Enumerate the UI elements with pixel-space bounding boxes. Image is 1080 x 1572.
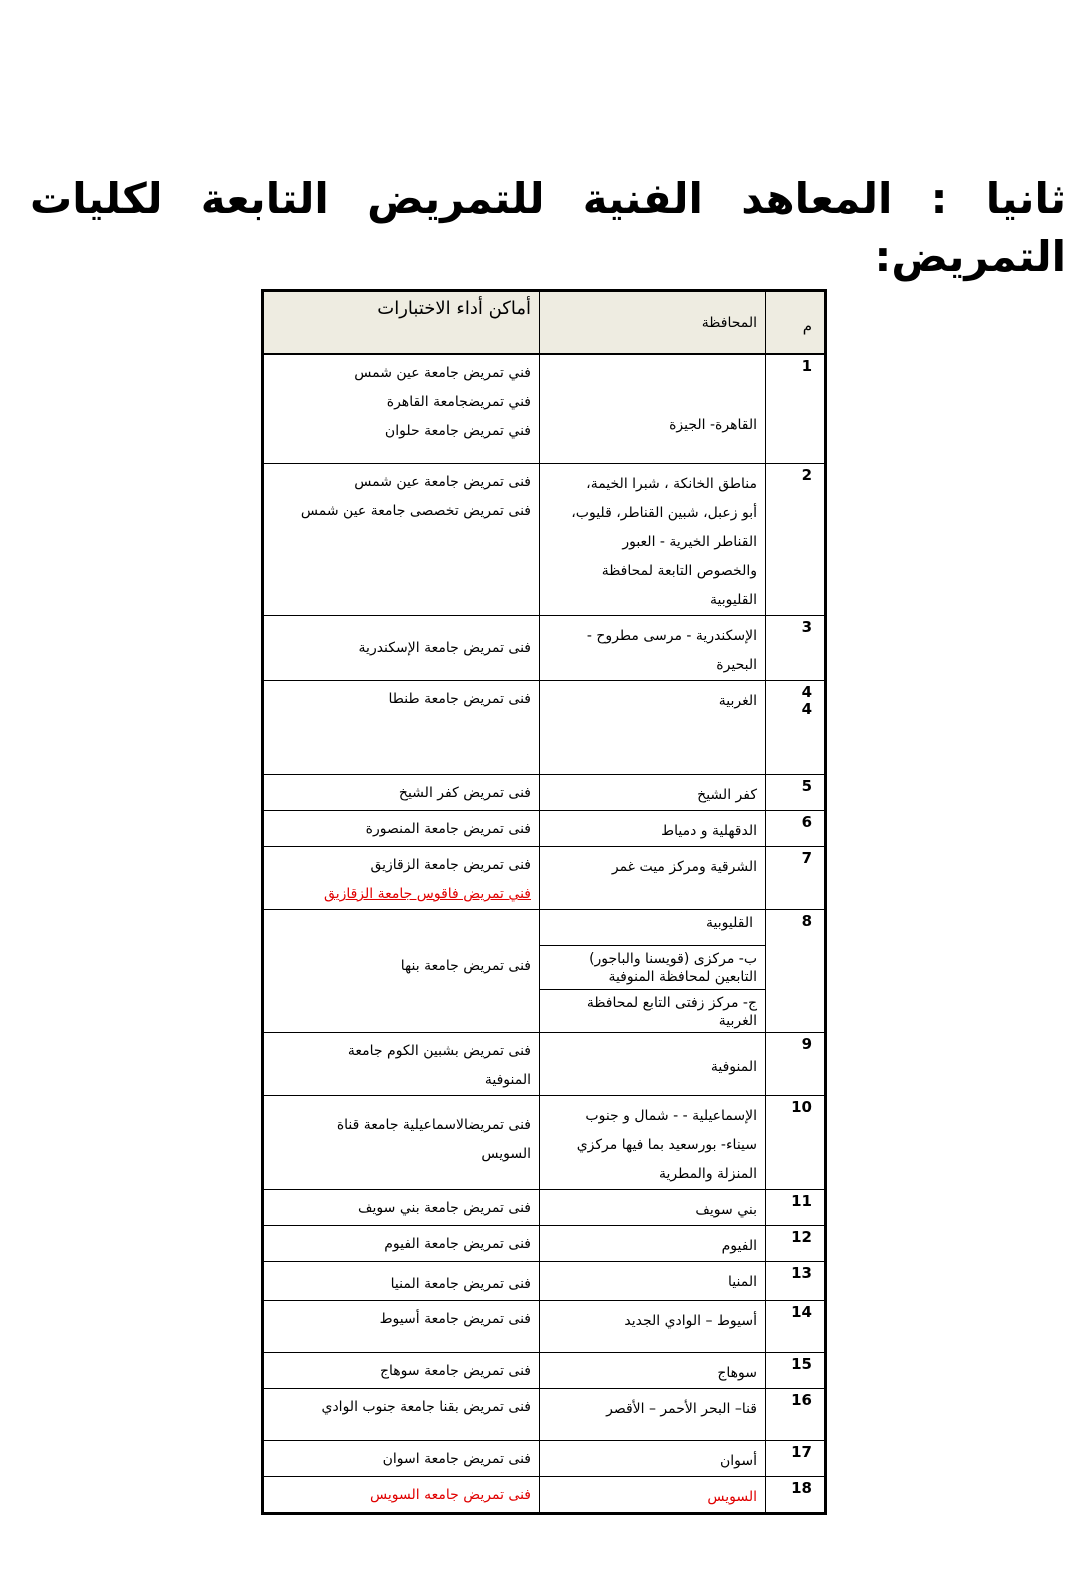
governorate-line: الشرقية ومركز ميت غمر xyxy=(611,859,757,875)
governorate-line: الإسكندرية - مرسى مطروح - xyxy=(586,628,757,644)
exam-places-cell xyxy=(263,775,540,811)
governorate-cell xyxy=(540,1441,766,1477)
governorate-line: سيناء- بورسعيد بما فيها مركزي xyxy=(576,1137,757,1153)
exam-place-line: فنى تمريض جامعة أسيوط xyxy=(379,1311,531,1327)
governorate-line: السويس xyxy=(707,1489,757,1505)
row-number: 8 xyxy=(766,910,826,1033)
governorate-line: قنا– البحر الأحمر – الأقصر xyxy=(606,1401,757,1417)
exam-places-cell xyxy=(263,616,540,681)
exam-place-line: فنى تمريض جامعة طنطا xyxy=(388,691,531,707)
header-governorate: المحافظة xyxy=(540,291,766,354)
row-number: 16 xyxy=(766,1389,826,1441)
table-header-row xyxy=(263,291,826,354)
table-row xyxy=(263,1441,826,1477)
exam-place-line: فني تمريض جامعة حلوان xyxy=(384,422,531,439)
row-number: 1 xyxy=(766,354,826,464)
exam-places-cell xyxy=(263,910,540,1033)
governorate-line: الإسماعيلية - - شمال و جنوب xyxy=(585,1108,757,1124)
nursing-institutes-table xyxy=(261,289,827,1515)
governorate-line: بني سويف xyxy=(695,1202,757,1218)
section-title xyxy=(0,0,1080,286)
governorate-line: الغربية xyxy=(718,693,757,709)
table-row xyxy=(263,354,826,464)
exam-place-line: فنى تمريض جامعة عين شمس xyxy=(354,474,531,490)
table-row xyxy=(263,464,826,616)
governorate-line: المنوفية xyxy=(710,1059,757,1075)
governorate-line: القليوبية xyxy=(710,592,757,608)
exam-place-line: فنى تمريض جامعة الزقازيق xyxy=(370,857,531,873)
table-row xyxy=(263,811,826,847)
governorate-line: البحيرة xyxy=(716,657,757,673)
exam-places-cell xyxy=(263,1262,540,1301)
exam-place-line: فني تمريض جامعة عين شمس xyxy=(354,364,531,381)
exam-place-line: فنى تمريض جامعة اسوان xyxy=(382,1451,531,1467)
governorate-cell xyxy=(540,616,766,681)
governorate-line: والخصوص التابعة لمحافظة xyxy=(601,563,757,579)
governorate-cell xyxy=(540,775,766,811)
table-row xyxy=(263,847,826,910)
row-number: 4 4 xyxy=(766,681,826,775)
table-row xyxy=(263,1389,826,1441)
exam-place-line: فنى تمريض بشبين الكوم جامعة xyxy=(347,1043,531,1059)
governorate-cell xyxy=(540,1033,766,1096)
row-number: 5 xyxy=(766,775,826,811)
header-places: أماكن أداء الاختبارات xyxy=(263,291,540,354)
row-number: 9 xyxy=(766,1033,826,1096)
governorate-cell xyxy=(540,1301,766,1353)
table-row xyxy=(263,775,826,811)
exam-place-line: فنى تمريض بقنا جامعة جنوب الوادي xyxy=(321,1399,531,1415)
governorate-cell xyxy=(540,1353,766,1389)
exam-places-cell xyxy=(263,1033,540,1096)
governorate-cell xyxy=(540,1389,766,1441)
section-title-line1: ثانيا : المعاهد الفنية للتمريض التابعة لكليات xyxy=(30,174,1066,223)
exam-places-cell xyxy=(263,681,540,775)
row-number: 7 xyxy=(766,847,826,910)
row-number: 17 xyxy=(766,1441,826,1477)
exam-place-line: فنى تمريض جامعة الفيوم xyxy=(384,1236,531,1252)
exam-places-cell xyxy=(263,1477,540,1514)
governorate-cell xyxy=(540,1226,766,1262)
row-number: 12 xyxy=(766,1226,826,1262)
exam-places-cell xyxy=(263,1096,540,1190)
table-row xyxy=(263,1033,826,1096)
row-number: 13 xyxy=(766,1262,826,1301)
exam-place-line: فنى تمريض جامعة الإسكندرية xyxy=(358,640,531,656)
governorate-line: سوهاج xyxy=(717,1365,757,1381)
governorate-line: المنزلة والمطرية xyxy=(658,1166,757,1182)
exam-places-cell xyxy=(263,1190,540,1226)
governorate-cell xyxy=(540,811,766,847)
section-title-line2: التمريض: xyxy=(874,232,1066,281)
table-row xyxy=(263,1301,826,1353)
governorate-subitem: القليوبية xyxy=(540,910,765,946)
exam-place-line: فني تمريضجامعة القاهرة xyxy=(386,393,531,410)
row-number: 3 xyxy=(766,616,826,681)
governorate-line: أبو زعبل، شبين القناطر، قليوب، xyxy=(571,505,757,521)
exam-places-cell xyxy=(263,1226,540,1262)
exam-place-line: السويس xyxy=(481,1146,531,1162)
exam-places-cell xyxy=(263,1389,540,1441)
exam-place-line: فنى تمريضالاسماعيلية جامعة قناة xyxy=(336,1117,531,1133)
row-number: 10 xyxy=(766,1096,826,1190)
exam-places-cell xyxy=(263,847,540,910)
governorate-line: مناطق الخانكة ، شبرا الخيمة، xyxy=(586,476,757,492)
table-row xyxy=(263,616,826,681)
exam-place-line: فنى تمريض تخصصى جامعة عين شمس xyxy=(300,503,531,519)
governorate-line: القاهرة- الجيزة xyxy=(669,416,757,433)
exam-places-cell xyxy=(263,354,540,464)
row-number: 11 xyxy=(766,1190,826,1226)
row-number: 2 xyxy=(766,464,826,616)
exam-place-line: فنى تمريض جامعة سوهاج xyxy=(379,1363,531,1379)
governorate-cell xyxy=(540,1190,766,1226)
exam-place-line: فنى تمريض جامعه السويس xyxy=(370,1487,531,1503)
table-row xyxy=(263,681,826,775)
governorate-line: الفيوم xyxy=(721,1238,757,1254)
governorate-cell xyxy=(540,847,766,910)
governorate-line: أسوان xyxy=(719,1453,757,1469)
table-row xyxy=(263,1226,826,1262)
table-row xyxy=(263,1262,826,1301)
table-row xyxy=(263,1096,826,1190)
governorate-line: القناطر الخيرية - العبور xyxy=(622,534,757,550)
header-num: م xyxy=(766,291,826,354)
exam-place-line: فنى تمريض جامعة بني سويف xyxy=(358,1200,531,1216)
exam-place-line: فنى تمريض كفر الشيخ xyxy=(398,785,531,801)
exam-place-line: فنى تمريض جامعة المنصورة xyxy=(365,821,531,837)
governorate-cell xyxy=(540,681,766,775)
exam-place-line: المنوفية xyxy=(484,1072,531,1088)
row-number: 18 xyxy=(766,1477,826,1514)
table-row xyxy=(263,1190,826,1226)
exam-places-cell xyxy=(263,811,540,847)
governorate-subitem: ب- مركزى (قويسنا والباجور) التابعين لمحافظة المنوفية xyxy=(540,946,765,990)
exam-place-line: فنى تمريض جامعة المنيا xyxy=(390,1276,531,1292)
governorate-cell xyxy=(540,354,766,464)
table-row xyxy=(263,1477,826,1514)
governorate-line: كفر الشيخ xyxy=(697,787,757,803)
row-number: 6 xyxy=(766,811,826,847)
governorate-cell xyxy=(540,1477,766,1514)
governorate-line: أسيوط – الوادي الجديد xyxy=(624,1313,757,1329)
exam-places-cell xyxy=(263,1353,540,1389)
governorate-cell xyxy=(540,1096,766,1190)
table-row xyxy=(263,910,826,1033)
governorate-line: الدقهلية و دمياط xyxy=(661,823,757,839)
exam-place-line: فني تمريض فاقوس جامعة الزقازيق xyxy=(324,886,531,902)
exam-places-cell xyxy=(263,464,540,616)
governorate-subitem: ج- مركز زفتى التابع لمحافظة الغربية xyxy=(586,995,757,1029)
governorate-cell xyxy=(540,464,766,616)
exam-places-cell xyxy=(263,1441,540,1477)
exam-place-line: فنى تمريض جامعة بنها xyxy=(400,958,531,974)
governorate-line: المنيا xyxy=(728,1274,757,1290)
governorate-cell xyxy=(540,910,766,1033)
row-number: 15 xyxy=(766,1353,826,1389)
governorate-cell xyxy=(540,1262,766,1301)
row-number: 14 xyxy=(766,1301,826,1353)
exam-places-cell xyxy=(263,1301,540,1353)
table-row xyxy=(263,1353,826,1389)
